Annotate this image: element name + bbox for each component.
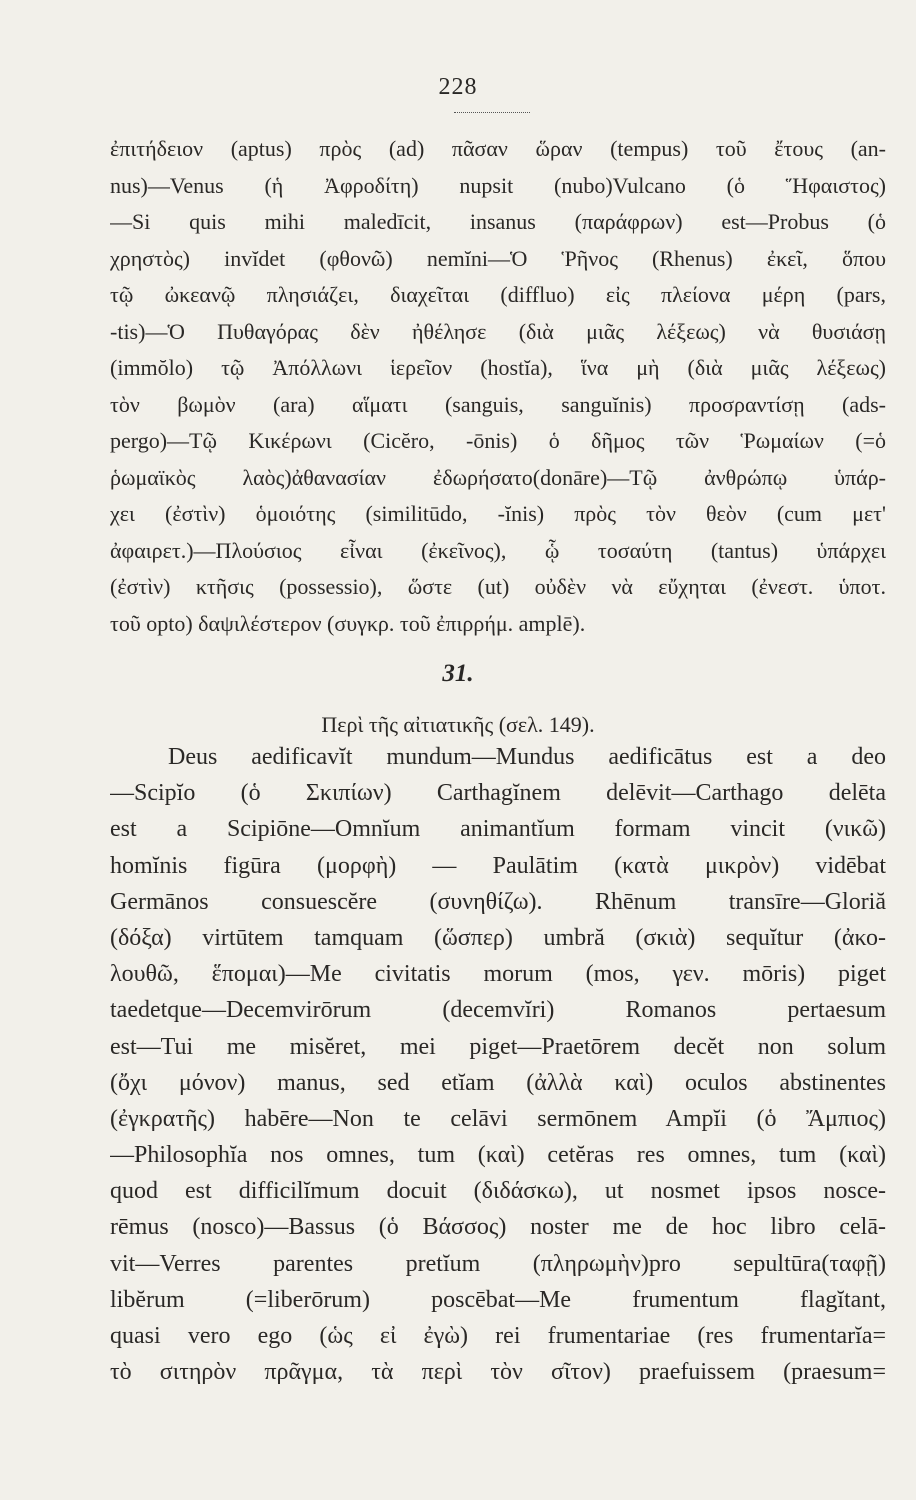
text-line: ἐπιτήδειον (aptus) πρὸς (ad) πᾶσαν ὥραν (tempus) τοῦ ἔτους (an- [110,136,886,161]
text-line: (ὄχι μόνον) manus, sed etĭam (ἀλλὰ καὶ) oculos abstinentes [110,1069,886,1096]
text-line: —Philosophĭa nos omnes, tum (καὶ) cetĕras res omnes, tum (καὶ) [110,1142,886,1169]
paragraph-vocabulary [110,131,886,642]
text-line: libĕrum (=liberōrum) poscēbat—Me frumentum flagĭtant, [110,1286,886,1313]
text-line: λουθῶ, ἕπομαι)—Me civitatis morum (mos, γεν. mōris) piget [110,961,886,988]
text-line: rēmus (nosco)—Bassus (ὁ Βάσσος) noster me de hoc libro celā- [110,1214,886,1241]
section-number: 31. [442,660,474,687]
text-line: —Si quis mihi maledīcit, insanus (παράφρων) est—Probus (ὁ [110,209,886,234]
page-number: 228 [438,74,478,100]
section-title: Περὶ τῆς αἰτιατικῆς (σελ. 149). [321,712,595,737]
page-number-rule [454,112,530,113]
paragraph-accusative-examples [110,739,886,1390]
text-line: (ἐγκρατῆς) habēre—Non te celāvi sermōnem Ampĭi (ὁ Ἄμπιος) [110,1105,886,1132]
text-line: quasi vero ego (ὡς εἰ ἐγὼ) rei frumentariae (res frumentarĭa= [110,1323,886,1349]
text-line: est a Scipiōne—Omnĭum animantĭum formam vincit (νικῶ) [110,816,886,843]
text-line: (immŏlo) τῷ Ἀπόλλωνι ἱερεῖον (hostĭa), ἵνα μὴ (διὰ μιᾶς λέξεως) [110,355,886,380]
text-line: Germānos consuescĕre (συνηθίζω). Rhēnum transīre—Gloriă [110,888,886,915]
text-line: (ἐστὶν) κτῆσις (possessio), ὥστε (ut) οὐδὲν νὰ εὔχηται (ἐνεστ. ὑποτ. [110,574,886,599]
text-line: vit—Verres parentes pretĭum (πληρωμὴν)pro sepultūra(ταφῇ) [110,1250,886,1277]
text-line: ῥωμαϊκὸς λαὸς)ἀθανασίαν ἐδωρήσατο(donāre)—Τῷ ἀνθρώπῳ ὑπάρ- [110,464,886,490]
text-line: nus)—Venus (ἡ Ἀφροδίτη) nupsit (nubo)Vulcano (ὁ Ἥφαιστος) [110,172,886,198]
text-line: -tis)—Ὁ Πυθαγόρας δὲν ἠθέλησε (διὰ μιᾶς λέξεως) νὰ θυσιάσῃ [110,318,886,344]
text-line: Deus aedificavĭt mundum—Mundus aedificātus est a deo [168,744,886,770]
text-line: —Scipĭo (ὁ Σκιπίων) Carthagĭnem delēvit—Carthago delēta [110,780,886,807]
text-line: ἀφαιρετ.)—Πλούσιος εἶναι (ἐκεῖνος), ᾧ τοσαύτη (tantus) ὑπάρχει [110,537,886,563]
text-line: χρηστὸς) invĭdet (φθονῶ) nemĭni—Ὁ Ῥῆνος (Rhenus) ἐκεῖ, ὅπου [110,245,886,271]
text-line: τῷ ὠκεανῷ πλησιάζει, διαχεῖται (diffluo) εἰς πλείονα μέρη (pars, [110,282,886,307]
text-line: pergo)—Τῷ Κικέρωνι (Cicĕro, -ōnis) ὁ δῆμος τῶν Ῥωμαίων (=ὁ [110,428,886,453]
text-line: homĭnis figūra (μορφὴ) — Paulātim (κατὰ μικρὸν) vidēbat [110,852,886,879]
text-line: τοῦ opto) δαψιλέστερον (συγκρ. τοῦ ἐπιρρήμ. amplē). [110,610,586,636]
text-line: quod est difficilĭmum docuit (διδάσκω), ut nosmet ipsos nosce- [110,1178,886,1205]
text-line: taedetque—Decemvirōrum (decemvĭri) Romanos pertaesum [110,997,886,1024]
text-line: τὸν βωμὸν (ara) αἵματι (sanguis, sanguĭnis) προσραντίσῃ (ads- [110,391,886,417]
text-line: χει (ἐστὶν) ὁμοιότης (similitūdo, -ĭnis) πρὸς τὸν θεὸν (cum μετ' [110,501,886,526]
text-line: (δόξα) virtūtem tamquam (ὥσπερ) umbră (σκιὰ) sequĭtur (ἀκο- [110,924,886,951]
text-line: τὸ σιτηρὸν πρᾶγμα, τὰ περὶ τὸν σῖτον) praefuissem (praesum= [110,1359,886,1386]
text-line: est—Tui me misĕret, mei piget—Praetōrem decĕt non solum [110,1033,886,1060]
